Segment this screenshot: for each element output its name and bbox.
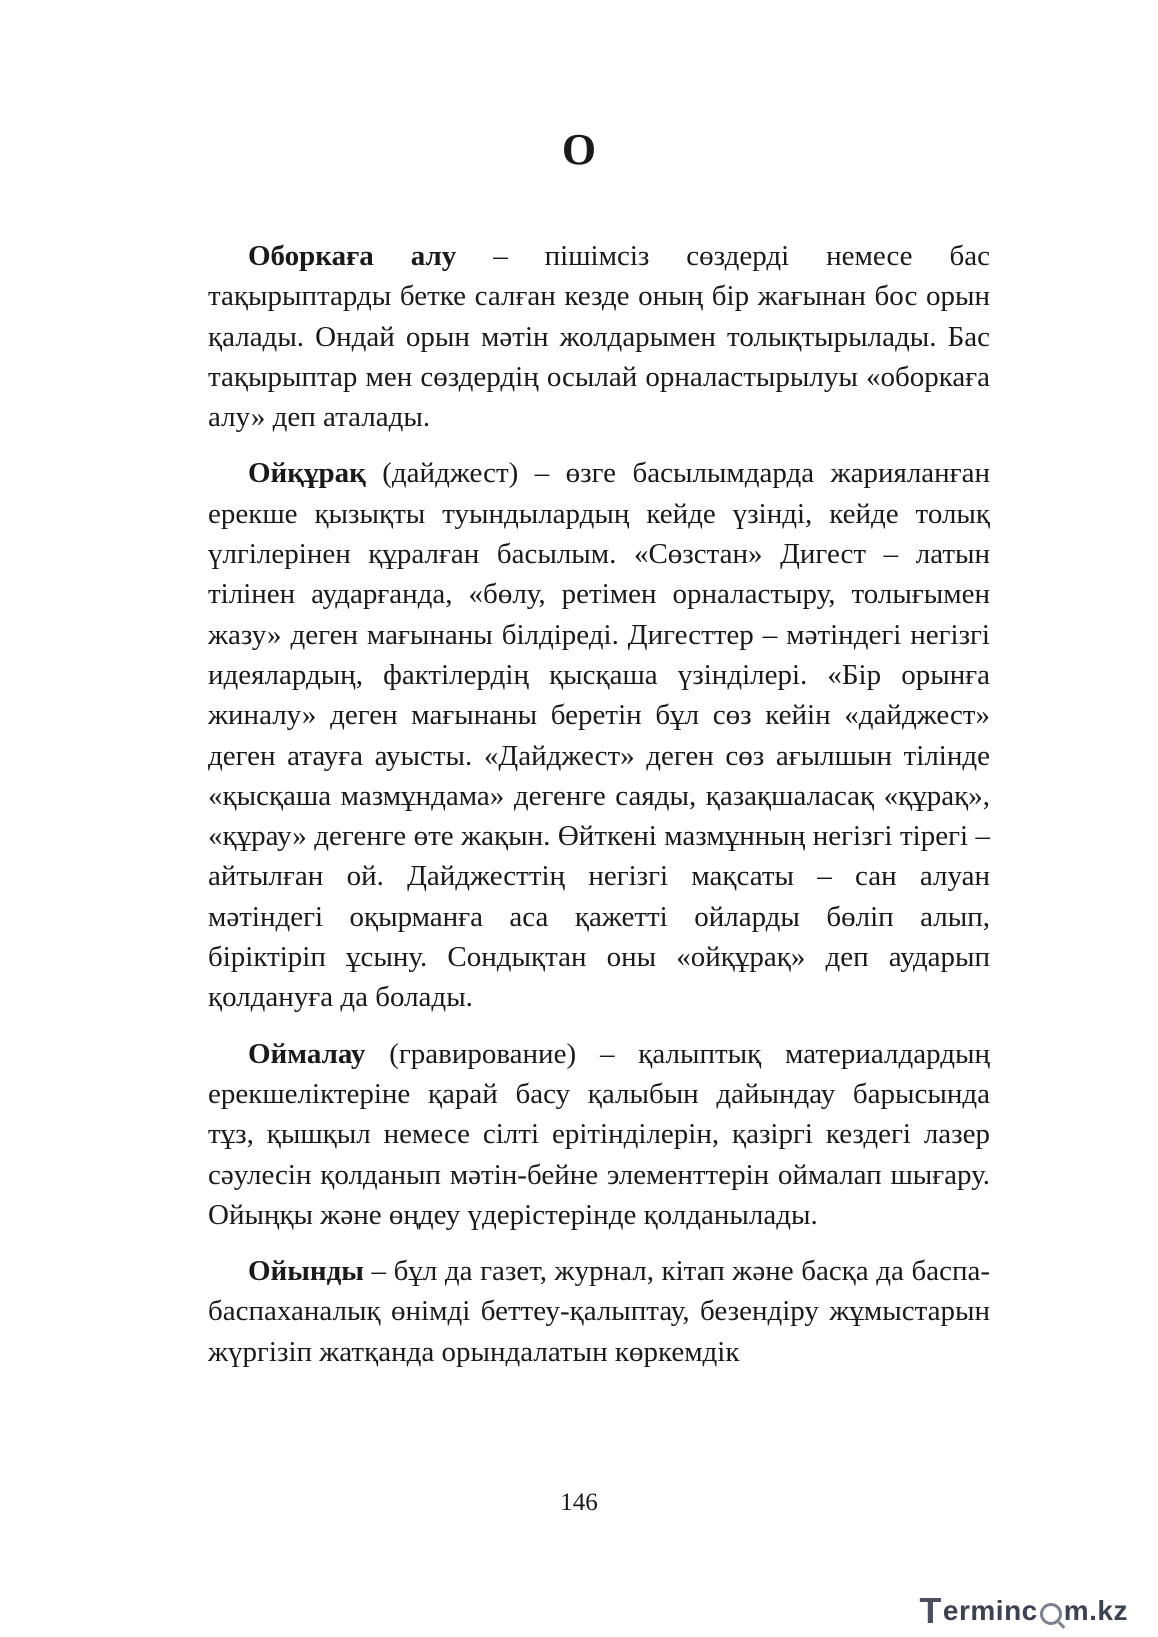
dictionary-body <box>208 236 990 1388</box>
page-number: 146 <box>560 1489 598 1516</box>
entry-definition: – пішімсіз сөздерді немесе бас тақырыптарды бетке салған кезде оның бір жағынан бос орын қалады. Ондай орын мәтін жолдарымен толықтырылады. Бас тақырыптар мен сөздердің осылай орналастырылуы «оборкаға алу» деп аталады. <box>208 240 990 434</box>
watermark-middle: erminc <box>942 1595 1038 1626</box>
entry-oimalau <box>208 1034 990 1235</box>
entry-oikurak <box>208 453 990 1017</box>
magnifier-icon <box>1040 1603 1062 1625</box>
watermark-suffix: m.kz <box>1063 1595 1128 1626</box>
entry-oborka <box>208 236 990 437</box>
watermark-prefix: T <box>919 1590 942 1631</box>
entry-definition: (дайджест) – өзге басылымдарда жарияланған ерекше қызықты туындылардың кейде үзінді, кейде толық үлгілерінен құралған басылым. «Сөзстан» Дигест – латын тілінен аударғанда, «бөлу, ретімен орналастыру, толығымен жазу» деген мағынаны білдіреді. Дигесттер – мәтіндегі негізгі идеялардың, фактілердің қысқаша үзінділері. «Бір орынға жиналу» деген мағынаны беретін бұл сөз кейін «дайджест» деген атауға ауысты. «Дайджест» деген сөз ағылшын тілінде «қысқаша мазмұндама» дегенге саяды, қазақшаласақ «құрақ», «құрау» дегенге өте жақын. Өйткені мазмұнның негізгі тірегі – айтылған ой. Дайджесттің негізгі мақсаты – сан алуан мәтіндегі оқырманға аса қажетті ойларды бөліп алып, біріктіріп ұсыну. Сондықтан оны «ойқұрақ» деп аударып қолдануға да болады. <box>208 457 990 1014</box>
section-letter: О <box>561 125 597 174</box>
entry-definition: – бұл да газет, журнал, кітап және басқа да баспа-баспаханалық өнімді беттеу-қалыптау, безендіру жұмыстарын жүргізіп жатқанда орындалатын көркемдік <box>208 1255 990 1368</box>
entry-term: Оймалау <box>248 1037 366 1070</box>
entry-term: Ойқұрақ <box>248 457 366 490</box>
entry-term: Оборкаға алу <box>248 240 457 272</box>
site-watermark <box>919 1592 1128 1630</box>
entry-term: Ойынды <box>248 1255 364 1288</box>
entry-oiyndy <box>208 1251 990 1372</box>
entry-definition: (гравирование) – қалыптық материалдардың ерекшеліктеріне қарай басу қалыбын дайындау барысында тұз, қышқыл немесе сілті ерітінділерін, қазіргі кездегі лазер сәулесін қолданып мәтін-бейне элементтерін оймалап шығару. Ойыңқы және өңдеу үдерістерінде қолданылады. <box>208 1037 990 1231</box>
